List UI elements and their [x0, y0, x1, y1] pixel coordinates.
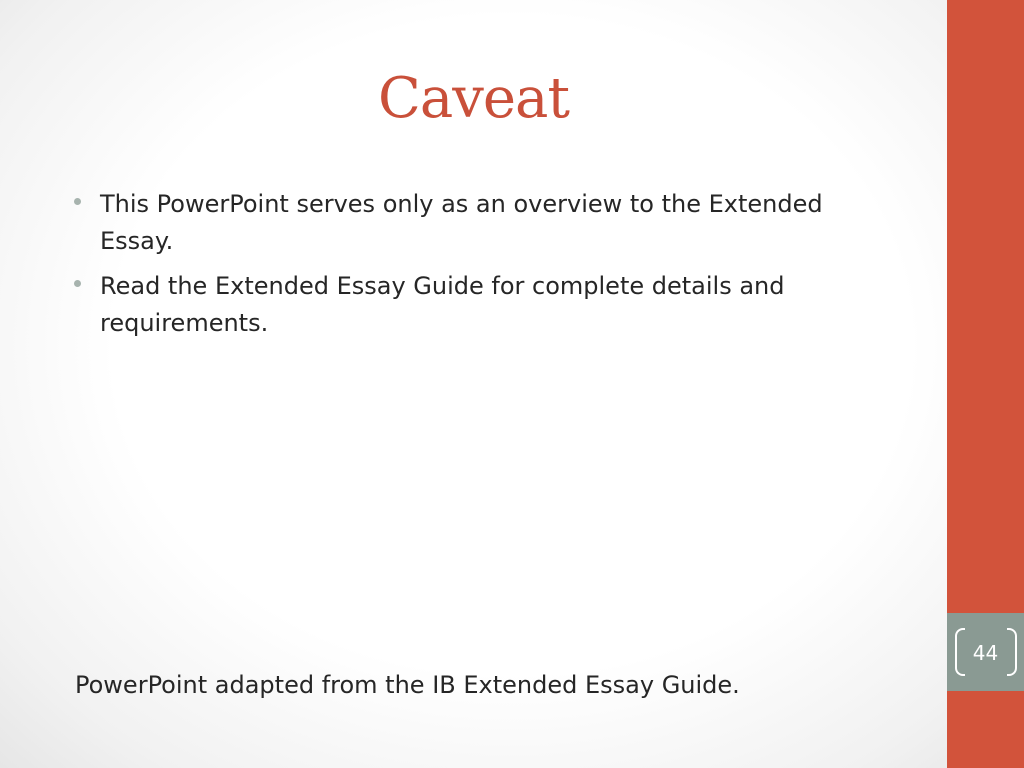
slide-title: Caveat [378, 66, 569, 131]
bullet-dot-icon [74, 280, 81, 287]
bullet-dot-icon [74, 198, 81, 205]
bullet-text: Read the Extended Essay Guide for complete details and requirements. [100, 272, 785, 337]
bullet-item [72, 186, 892, 260]
bullet-list [72, 186, 892, 350]
slide-number: 44 [972, 641, 999, 665]
footer-note: PowerPoint adapted from the IB Extended Essay Guide. [75, 671, 740, 699]
bullet-item [72, 268, 892, 342]
bullet-text: This PowerPoint serves only as an overview to the Extended Essay. [100, 190, 823, 255]
